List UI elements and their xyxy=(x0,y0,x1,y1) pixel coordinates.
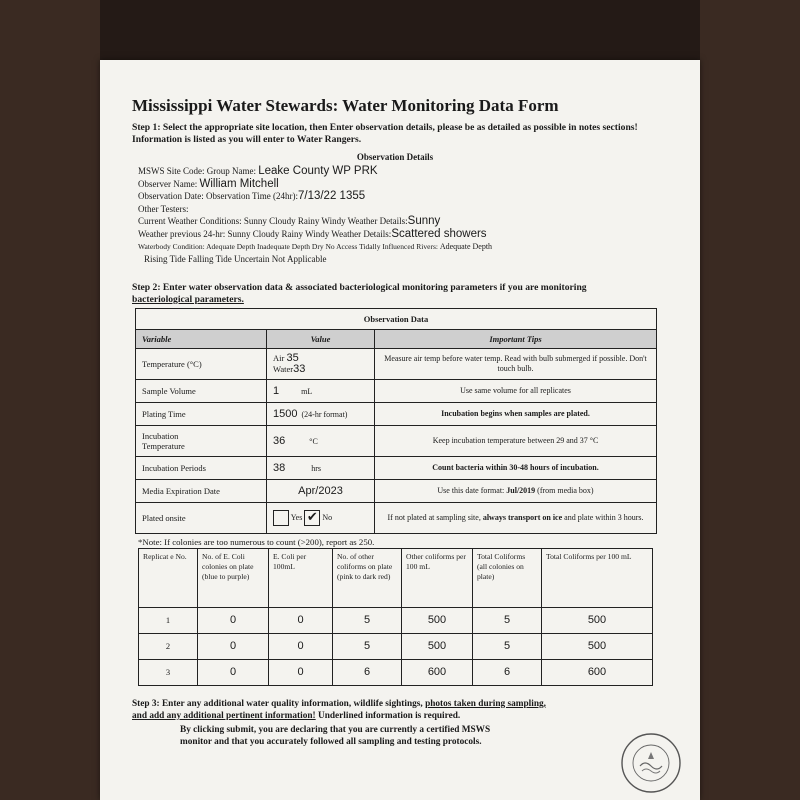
plated-tip-suffix: and plate within 3 hours. xyxy=(562,512,644,522)
other-testers-label: Other Testers: xyxy=(138,203,189,214)
rep-header-other-per-100ml: Other coliforms per 100 mL xyxy=(402,548,473,607)
group-name-value[interactable]: Leake County WP PRK xyxy=(258,165,378,177)
replicate-number: 1 xyxy=(139,607,198,633)
other-coliforms-cell[interactable]: 5 xyxy=(333,607,402,633)
plating-time-cell xyxy=(267,402,375,425)
observation-data-caption: Observation Data xyxy=(136,308,657,329)
header-value: Value xyxy=(267,329,375,348)
replicate-header-row xyxy=(139,548,653,607)
declaration-line-1: By clicking submit, you are declaring that you are currently a certified MSWS xyxy=(180,724,491,735)
declaration-line-2: monitor and that you accurately followed all sampling and testing protocols. xyxy=(180,736,482,747)
rep-header-total-coliforms: Total Coliforms (all colonies on plate) xyxy=(473,548,542,607)
previous-weather-value[interactable]: Scattered showers xyxy=(391,227,487,240)
observation-header-row xyxy=(136,329,657,348)
colony-note: *Note: If colonies are too numerous to count (>200), report as 250. xyxy=(138,536,375,547)
current-weather-line xyxy=(138,215,658,228)
site-code-line xyxy=(138,165,658,178)
step3-underlined-2: and add any additional pertinent information! xyxy=(132,710,316,721)
step2-underlined: bacteriological parameters. xyxy=(132,293,244,305)
temperature-label: Temperature (°C) xyxy=(136,348,267,379)
yes-label: Yes xyxy=(290,512,303,522)
other-per-100ml-cell[interactable]: 600 xyxy=(402,659,473,685)
plated-onsite-label: Plated onsite xyxy=(136,502,267,533)
incubation-temperature-cell xyxy=(267,425,375,456)
water-label: Water xyxy=(273,363,294,374)
form-content xyxy=(132,96,658,748)
header-tips: Important Tips xyxy=(375,329,657,348)
incubation-periods-label: Incubation Periods xyxy=(136,456,267,479)
observer-line xyxy=(138,178,658,191)
plating-time-label: Plating Time xyxy=(136,402,267,425)
background-right xyxy=(700,0,800,800)
plated-onsite-cell xyxy=(267,502,375,533)
step1-instructions: Step 1: Select the appropriate site location, then Enter observation details, please be as detailed as possible in notes sections! Information is listed as you will enter to Water Rangers. xyxy=(132,122,638,145)
total-coliforms-cell[interactable]: 5 xyxy=(473,633,542,659)
media-tip-suffix: (from media box) xyxy=(535,485,594,495)
plated-tip-prefix: If not plated at sampling site, xyxy=(387,512,483,522)
water-temp-value[interactable]: 33 xyxy=(293,362,306,375)
observer-name-value[interactable]: William Mitchell xyxy=(199,177,279,190)
msws-seal-logo xyxy=(620,732,682,794)
row-plating-time xyxy=(136,402,657,425)
incubation-temp-label-2: Temperature xyxy=(142,440,185,451)
total-coliforms-cell[interactable]: 5 xyxy=(473,607,542,633)
incubation-temp-unit: °C xyxy=(309,436,318,446)
plating-time-value[interactable]: 1500 xyxy=(273,407,298,420)
sample-volume-cell xyxy=(267,379,375,402)
incubation-temperature-label xyxy=(136,425,267,456)
incubation-temp-label-1: Incubation xyxy=(142,430,179,441)
other-coliforms-cell[interactable]: 6 xyxy=(333,659,402,685)
air-label: Air xyxy=(273,352,285,363)
total-per-100ml-cell[interactable]: 500 xyxy=(542,607,653,633)
observer-label: Observer Name: xyxy=(138,178,198,189)
date-line xyxy=(138,190,658,203)
ecoli-colonies-cell[interactable]: 0 xyxy=(198,659,269,685)
media-tip-prefix: Use this date format: xyxy=(437,485,507,495)
plated-tip-bold: always transport on ice xyxy=(482,512,563,522)
waterbody-value[interactable]: Adequate Depth xyxy=(439,241,493,251)
incubation-periods-cell xyxy=(267,456,375,479)
sample-volume-unit: mL xyxy=(301,386,313,396)
step3-text-1: Step 3: Enter any additional water quality information, wildlife sightings, xyxy=(132,698,426,709)
total-per-100ml-cell[interactable]: 600 xyxy=(542,659,653,685)
temperature-values xyxy=(267,348,375,379)
media-expiration-cell xyxy=(267,479,375,502)
paper-form xyxy=(100,60,700,800)
row-incubation-periods xyxy=(136,456,657,479)
observation-data-table xyxy=(135,308,657,534)
table-row xyxy=(139,659,653,685)
plated-onsite-tip xyxy=(375,502,657,533)
ecoli-per-100ml-cell[interactable]: 0 xyxy=(269,633,333,659)
replicate-number: 2 xyxy=(139,633,198,659)
form-title: Mississippi Water Stewards: Water Monitoring Data Form xyxy=(132,96,559,115)
other-testers-line xyxy=(138,203,658,216)
step3-underlined-1: photos taken during sampling, xyxy=(425,698,546,709)
row-media-expiration xyxy=(136,479,657,502)
incubation-periods-value[interactable]: 38 xyxy=(273,461,286,474)
step2-text: Step 2: Enter water observation data & associated bacteriological monitoring parameters if you are monitoring xyxy=(132,281,587,293)
sample-volume-value[interactable]: 1 xyxy=(273,384,280,397)
air-temp-value[interactable]: 35 xyxy=(286,351,299,364)
ecoli-per-100ml-cell[interactable]: 0 xyxy=(269,607,333,633)
other-coliforms-cell[interactable]: 5 xyxy=(333,633,402,659)
rep-header-other-coliforms: No. of other coliforms on plate (pink to dark red) xyxy=(333,548,402,607)
header-variable: Variable xyxy=(136,329,267,348)
background-top xyxy=(0,0,800,60)
sample-volume-label: Sample Volume xyxy=(136,379,267,402)
temperature-tip: Measure air temp before water temp. Read with bulb submerged if possible. Don't touch bulb. xyxy=(375,348,657,379)
site-code-label: MSWS Site Code: Group Name: xyxy=(138,166,256,176)
date-time-value[interactable]: 7/13/22 1355 xyxy=(297,190,366,203)
total-coliforms-cell[interactable]: 6 xyxy=(473,659,542,685)
plating-time-tip: Incubation begins when samples are plated. xyxy=(375,402,657,425)
tide-options-line xyxy=(144,253,658,266)
plating-time-unit: (24-hr format) xyxy=(301,409,348,419)
table-row xyxy=(139,633,653,659)
ecoli-per-100ml-cell[interactable]: 0 xyxy=(269,659,333,685)
rep-header-ecoli-colonies: No. of E. Coli colonies on plate (blue to purple) xyxy=(198,548,269,607)
replicate-table xyxy=(138,548,653,686)
other-per-100ml-cell[interactable]: 500 xyxy=(402,633,473,659)
previous-weather-label: Weather previous 24-hr: Sunny Cloudy Rainy Windy Weather Details: xyxy=(138,228,392,239)
media-expiration-tip xyxy=(375,479,657,502)
rep-header-replicate: Replicat e No. xyxy=(139,548,198,607)
incubation-periods-tip: Count bacteria within 30-48 hours of incubation. xyxy=(375,456,657,479)
total-per-100ml-cell[interactable]: 500 xyxy=(542,633,653,659)
date-label: Observation Date: Observation Time (24hr): xyxy=(138,191,298,202)
declaration xyxy=(180,724,658,748)
current-weather-value[interactable]: Sunny xyxy=(407,215,441,228)
background-left xyxy=(0,0,100,800)
table-row xyxy=(139,607,653,633)
row-incubation-temperature xyxy=(136,425,657,456)
other-per-100ml-cell[interactable]: 500 xyxy=(402,607,473,633)
media-tip-format: Jul/2019 xyxy=(506,485,536,495)
no-label: No xyxy=(322,512,333,522)
incubation-temp-value[interactable]: 36 xyxy=(273,434,286,447)
step2-instructions xyxy=(132,282,658,306)
yes-checkbox[interactable] xyxy=(273,510,289,526)
step3-text-2: Underlined information is required. xyxy=(315,710,461,721)
waterbody-line xyxy=(138,241,658,254)
row-sample-volume xyxy=(136,379,657,402)
ecoli-colonies-cell[interactable]: 0 xyxy=(198,633,269,659)
media-expiration-value[interactable]: Apr/2023 xyxy=(298,484,343,497)
row-plated-onsite xyxy=(136,502,657,533)
media-expiration-label: Media Expiration Date xyxy=(136,479,267,502)
rep-header-ecoli-per-100ml: E. Coli per 100mL xyxy=(269,548,333,607)
sample-volume-tip: Use same volume for all replicates xyxy=(375,379,657,402)
ecoli-colonies-cell[interactable]: 0 xyxy=(198,607,269,633)
replicate-number: 3 xyxy=(139,659,198,685)
waterbody-label: Waterbody Condition: Adequate Depth Inadequate Depth Dry No Access Tidally Influenced Rivers: xyxy=(138,241,438,251)
observation-details-heading: Observation Details xyxy=(356,152,434,162)
tide-options: Rising Tide Falling Tide Uncertain Not Applicable xyxy=(144,254,327,265)
incubation-temperature-tip: Keep incubation temperature between 29 and 37 °C xyxy=(375,425,657,456)
row-temperature xyxy=(136,348,657,379)
previous-weather-line xyxy=(138,228,658,241)
rep-header-total-per-100ml: Total Coliforms per 100 mL xyxy=(542,548,653,607)
no-checkbox[interactable]: ✔ xyxy=(304,510,320,526)
incubation-periods-unit: hrs xyxy=(311,463,322,473)
current-weather-label: Current Weather Conditions: Sunny Cloudy Rainy Windy Weather Details: xyxy=(138,216,408,227)
step3-instructions xyxy=(132,698,658,722)
